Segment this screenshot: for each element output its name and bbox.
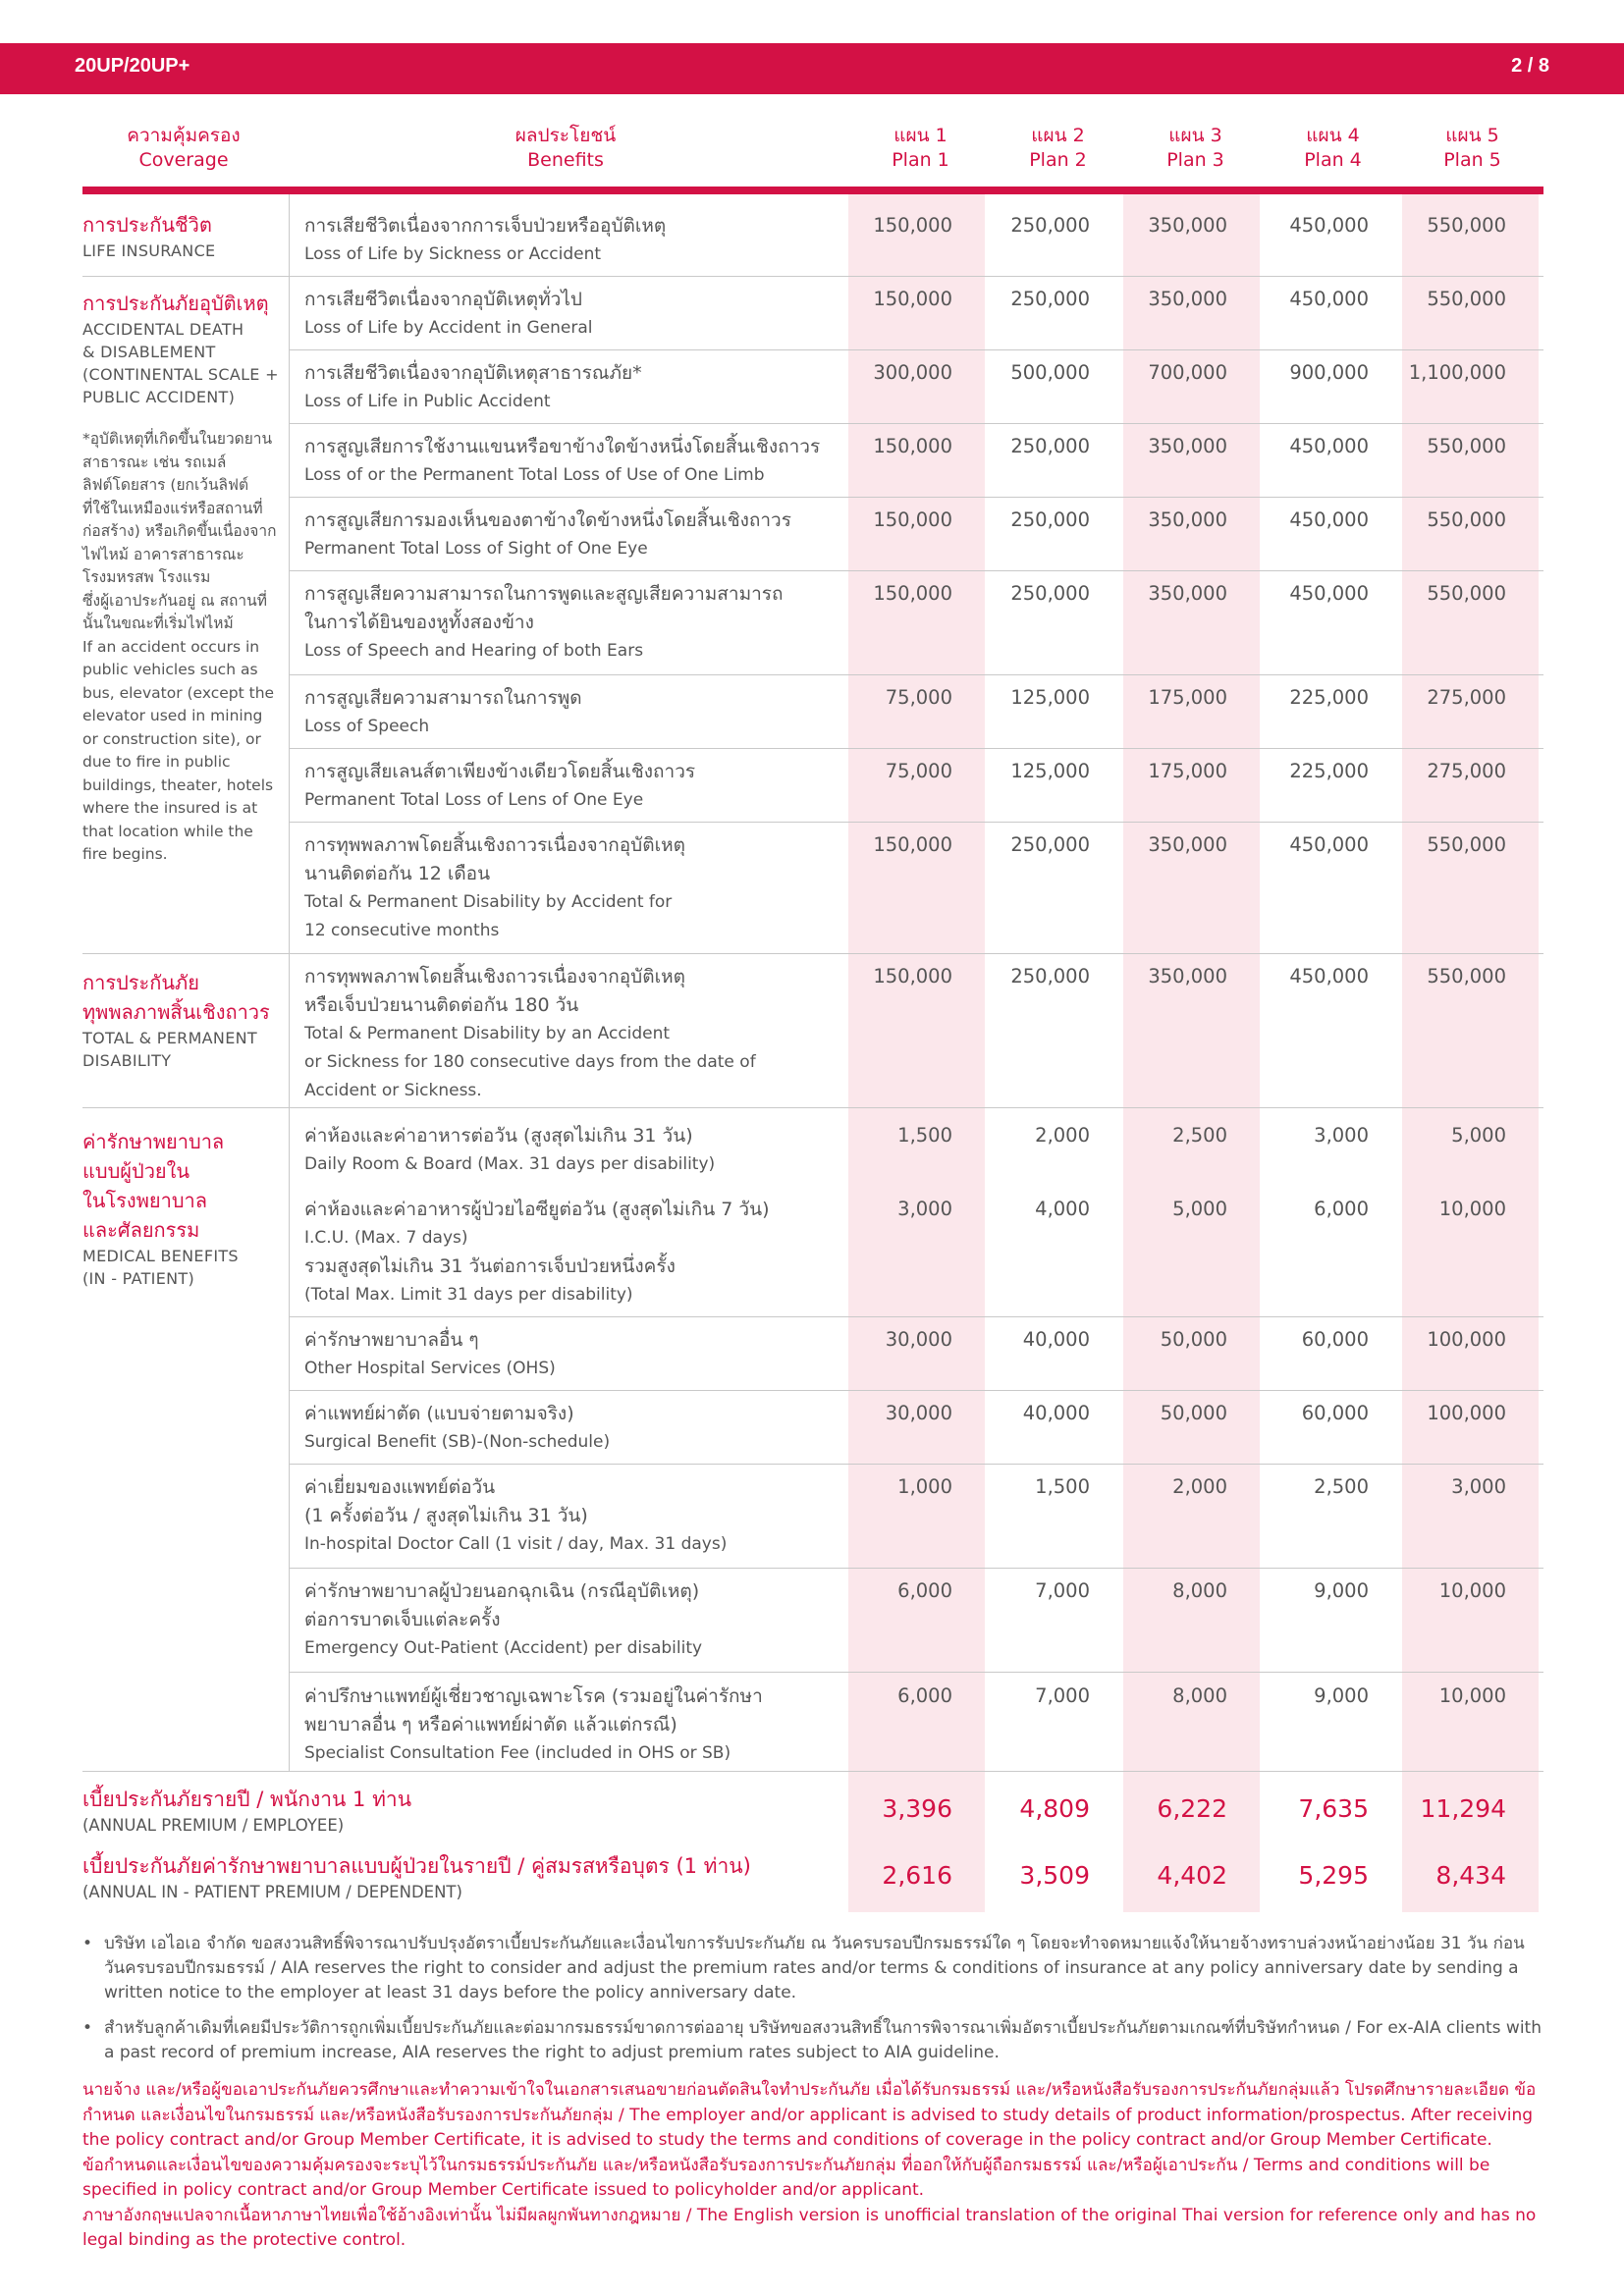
note-line: *อุบัติเหตุที่เกิดขึ้นในยวดยาน xyxy=(82,430,273,448)
benefit-description xyxy=(304,1400,844,1457)
plan-header-en: Plan 3 xyxy=(1166,149,1224,171)
benefit-value-plan-4: 3,000 xyxy=(1314,1124,1369,1147)
section-title-en: MEDICAL BENEFITS xyxy=(82,1247,239,1265)
footnote-ex-aia-clients xyxy=(82,2016,1543,2065)
benefit-line: การสูญเสียความสามารถในการพูดและสูญเสียความสามารถ xyxy=(304,583,784,605)
column-divider xyxy=(289,194,290,1771)
benefit-value-plan-4: 225,000 xyxy=(1289,760,1369,782)
benefit-value-plan-5: 550,000 xyxy=(1427,288,1506,310)
benefit-line: การสูญเสียการใช้งานแขนหรือขาข้างใดข้างหนึ่งโดยสิ้นเชิงถาวร xyxy=(304,436,821,457)
benefit-value-plan-5: 550,000 xyxy=(1427,214,1506,237)
benefit-line: ค่าห้องและค่าอาหารต่อวัน (สูงสุดไม่เกิน 31 วัน) xyxy=(304,1125,693,1147)
benefit-value-plan-1: 3,000 xyxy=(897,1198,952,1220)
benefit-value-plan-2: 40,000 xyxy=(1022,1328,1090,1351)
benefit-line: Other Hospital Services (OHS) xyxy=(304,1359,556,1378)
row-divider xyxy=(289,674,1543,675)
benefit-value-plan-4: 450,000 xyxy=(1289,833,1369,856)
section-divider xyxy=(82,1107,1543,1108)
benefit-description xyxy=(304,758,844,815)
benefit-value-plan-5: 5,000 xyxy=(1451,1124,1506,1147)
benefit-line: การเสียชีวิตเนื่องจากการเจ็บป่วยหรืออุบัติเหตุ xyxy=(304,215,667,237)
benefit-value-plan-4: 450,000 xyxy=(1289,508,1369,531)
benefit-description xyxy=(304,1473,844,1559)
benefit-line: ค่าเยี่ยมของแพทย์ต่อวัน xyxy=(304,1476,496,1498)
section-title-en: & DISABLEMENT xyxy=(82,343,216,361)
benefit-value-plan-2: 250,000 xyxy=(1010,965,1090,988)
benefit-value-plan-1: 150,000 xyxy=(873,508,952,531)
benefit-value-plan-2: 1,500 xyxy=(1035,1475,1090,1498)
premium-value-plan-1: 3,396 xyxy=(882,1794,952,1823)
note-line: สาธารณะ เช่น รถเมล์ xyxy=(82,453,227,471)
benefit-line: การสูญเสียเลนส์ตาเพียงข้างเดียวโดยสิ้นเชิงถาวร xyxy=(304,761,696,782)
benefit-value-plan-1: 150,000 xyxy=(873,288,952,310)
benefit-value-plan-3: 50,000 xyxy=(1160,1328,1227,1351)
benefit-line: รวมสูงสุดไม่เกิน 31 วันต่อการเจ็บป่วยหนึ่งครั้ง xyxy=(304,1255,676,1277)
plan-header-en: Plan 4 xyxy=(1304,149,1362,171)
benefit-value-plan-2: 250,000 xyxy=(1010,288,1090,310)
benefit-value-plan-3: 5,000 xyxy=(1172,1198,1227,1220)
plan-header-th: แผน 2 xyxy=(1031,125,1085,146)
benefit-value-plan-3: 175,000 xyxy=(1148,686,1227,709)
row-divider xyxy=(289,822,1543,823)
benefit-value-plan-2: 7,000 xyxy=(1035,1684,1090,1707)
benefit-line: ในการได้ยินของหูทั้งสองข้าง xyxy=(304,612,534,633)
benefit-value-plan-5: 10,000 xyxy=(1438,1579,1506,1602)
note-line: นั้นในขณะที่เริ่มไฟไหม้ xyxy=(82,614,234,632)
section-title-th: การประกันภัยอุบัติเหตุ xyxy=(82,292,269,315)
section-title-en: TOTAL & PERMANENT xyxy=(82,1029,257,1047)
benefit-value-plan-3: 2,000 xyxy=(1172,1475,1227,1498)
benefit-line: Total & Permanent Disability by an Accident xyxy=(304,1024,671,1043)
benefit-value-plan-3: 350,000 xyxy=(1148,965,1227,988)
benefit-line: การเสียชีวิตเนื่องจากอุบัติเหตุสาธารณภัย* xyxy=(304,362,642,384)
premium-value-plan-1: 2,616 xyxy=(882,1861,952,1890)
row-divider xyxy=(289,1390,1543,1391)
benefit-value-plan-1: 150,000 xyxy=(873,965,952,988)
benefit-line: Permanent Total Loss of Sight of One Eye xyxy=(304,539,648,559)
benefit-description xyxy=(304,831,844,945)
benefit-line: Loss of Speech xyxy=(304,717,430,736)
benefit-value-plan-4: 2,500 xyxy=(1314,1475,1369,1498)
note-line: ไฟไหม้ อาคารสาธารณะ xyxy=(82,545,244,563)
premium-value-plan-4: 5,295 xyxy=(1298,1861,1369,1890)
benefit-value-plan-5: 550,000 xyxy=(1427,435,1506,457)
section-title-th: และศัลยกรรม xyxy=(82,1218,200,1242)
premium-dependent-label xyxy=(82,1851,770,1903)
plan-header-3 xyxy=(1129,124,1262,183)
note-line: ที่ใช้ในเหมืองแร่หรือสถานที่ xyxy=(82,499,263,517)
benefit-value-plan-4: 225,000 xyxy=(1289,686,1369,709)
benefit-line: การเสียชีวิตเนื่องจากอุบัติเหตุทั่วไป xyxy=(304,289,582,310)
benefit-line: การสูญเสียการมองเห็นของตาข้างใดข้างหนึ่งโดยสิ้นเชิงถาวร xyxy=(304,509,791,531)
benefit-line: (Total Max. Limit 31 days per disability) xyxy=(304,1285,633,1305)
benefit-value-plan-5: 275,000 xyxy=(1427,686,1506,709)
benefit-line: Accident or Sickness. xyxy=(304,1081,482,1100)
row-divider xyxy=(289,1316,1543,1317)
section-title-en: (CONTINENTAL SCALE + xyxy=(82,365,279,384)
benefit-description xyxy=(304,1577,844,1663)
benefit-value-plan-5: 550,000 xyxy=(1427,508,1506,531)
benefit-value-plan-5: 275,000 xyxy=(1427,760,1506,782)
coverage-header xyxy=(82,124,285,183)
benefit-line: การสูญเสียความสามารถในการพูด xyxy=(304,687,582,709)
benefit-line: นานติดต่อกัน 12 เดือน xyxy=(304,863,491,884)
plan-header-1 xyxy=(854,124,987,183)
benefit-value-plan-3: 350,000 xyxy=(1148,288,1227,310)
benefit-line: ค่ารักษาพยาบาลผู้ป่วยนอกฉุกเฉิน (กรณีอุบัติเหตุ) xyxy=(304,1580,700,1602)
premium-employee-label xyxy=(82,1785,770,1837)
benefit-value-plan-2: 125,000 xyxy=(1010,686,1090,709)
benefit-value-plan-3: 350,000 xyxy=(1148,833,1227,856)
benefit-value-plan-5: 550,000 xyxy=(1427,582,1506,605)
benefit-value-plan-5: 10,000 xyxy=(1438,1684,1506,1707)
benefit-value-plan-2: 250,000 xyxy=(1010,214,1090,237)
section-title-en: LIFE INSURANCE xyxy=(82,241,216,260)
plan-header-th: แผน 4 xyxy=(1306,125,1360,146)
plan-header-th: แผน 5 xyxy=(1445,125,1499,146)
benefit-value-plan-4: 900,000 xyxy=(1289,361,1369,384)
note-line: due to fire in public xyxy=(82,753,231,771)
benefit-description xyxy=(304,212,844,269)
benefit-value-plan-1: 75,000 xyxy=(885,686,952,709)
bullet: • xyxy=(82,2018,93,2038)
benefit-line: หรือเจ็บป่วยนานติดต่อกัน 180 วัน xyxy=(304,994,579,1016)
benefit-value-plan-4: 450,000 xyxy=(1289,965,1369,988)
benefit-value-plan-5: 550,000 xyxy=(1427,833,1506,856)
section-life-insurance xyxy=(82,210,285,262)
benefit-description xyxy=(304,507,844,563)
benefit-value-plan-2: 4,000 xyxy=(1035,1198,1090,1220)
note-line: public vehicles such as xyxy=(82,661,258,678)
plan-header-2 xyxy=(992,124,1124,183)
benefit-value-plan-3: 175,000 xyxy=(1148,760,1227,782)
benefit-description xyxy=(304,359,844,416)
benefit-value-plan-3: 350,000 xyxy=(1148,582,1227,605)
benefit-value-plan-3: 2,500 xyxy=(1172,1124,1227,1147)
benefit-value-plan-4: 450,000 xyxy=(1289,435,1369,457)
benefit-description xyxy=(304,684,844,741)
premium-value-plan-2: 3,509 xyxy=(1019,1861,1090,1890)
benefit-value-plan-3: 350,000 xyxy=(1148,435,1227,457)
disclaimer-paragraph: ภาษาอังกฤษแปลจากเนื้อหาภาษาไทยเพื่อใช้อ้างอิงเท่านั้น ไม่มีผลผูกพันทางกฎหมาย / The English version is unofficial translation of the original Thai version for reference only and has no legal binding as the protective control. xyxy=(82,2205,1537,2250)
disclaimer xyxy=(82,2078,1543,2254)
note-line: ซึ่งผู้เอาประกันอยู่ ณ สถานที่ xyxy=(82,591,267,610)
benefit-line: Specialist Consultation Fee (included in OHS or SB) xyxy=(304,1743,731,1763)
note-line: that location while the xyxy=(82,822,253,840)
row-divider xyxy=(289,423,1543,424)
benefits-header-en: Benefits xyxy=(527,149,604,171)
benefit-line: พยาบาลอื่น ๆ หรือค่าแพทย์ผ่าตัด แล้วแต่กรณี) xyxy=(304,1714,677,1735)
section-title-th: ในโรงพยาบาล xyxy=(82,1189,208,1212)
row-divider xyxy=(289,349,1543,350)
bullet: • xyxy=(82,1934,93,1953)
section-title-th: ทุพพลภาพสิ้นเชิงถาวร xyxy=(82,1000,270,1024)
section-accident xyxy=(82,289,285,408)
plan-header-th: แผน 1 xyxy=(893,125,947,146)
benefit-value-plan-1: 30,000 xyxy=(885,1328,952,1351)
section-title-en: ACCIDENTAL DEATH xyxy=(82,320,244,339)
page-number: 2 / 8 xyxy=(1511,55,1549,77)
section-title-th: การประกันภัย xyxy=(82,971,199,994)
top-bar xyxy=(0,43,1624,94)
benefit-value-plan-2: 500,000 xyxy=(1010,361,1090,384)
benefit-line: Loss of Speech and Hearing of both Ears xyxy=(304,641,644,661)
benefit-value-plan-4: 450,000 xyxy=(1289,214,1369,237)
benefit-value-plan-1: 150,000 xyxy=(873,582,952,605)
benefit-line: ต่อการบาดเจ็บแต่ละครั้ง xyxy=(304,1609,501,1630)
section-title-th: ค่ารักษาพยาบาล xyxy=(82,1130,225,1153)
row-divider xyxy=(289,1672,1543,1673)
premium-value-plan-3: 4,402 xyxy=(1157,1861,1227,1890)
note-line: or construction site), or xyxy=(82,729,261,748)
premium-label-th: เบี้ยประกันภัยค่ารักษาพยาบาลแบบผู้ป่วยในรายปี / คู่สมรสหรือบุตร (1 ท่าน) xyxy=(82,1854,751,1878)
benefit-value-plan-4: 9,000 xyxy=(1314,1579,1369,1602)
benefit-value-plan-1: 150,000 xyxy=(873,214,952,237)
benefit-value-plan-1: 150,000 xyxy=(873,435,952,457)
row-divider xyxy=(289,1464,1543,1465)
benefit-line: Surgical Benefit (SB)-(Non-schedule) xyxy=(304,1432,611,1452)
benefit-value-plan-1: 300,000 xyxy=(873,361,952,384)
benefit-value-plan-5: 1,100,000 xyxy=(1408,361,1506,384)
plan-header-4 xyxy=(1267,124,1399,183)
benefit-value-plan-1: 6,000 xyxy=(897,1684,952,1707)
benefit-value-plan-1: 30,000 xyxy=(885,1402,952,1424)
benefit-line: Loss of Life by Sickness or Accident xyxy=(304,244,602,264)
benefit-line: ค่ารักษาพยาบาลอื่น ๆ xyxy=(304,1329,479,1351)
benefit-line: การทุพพลภาพโดยสิ้นเชิงถาวรเนื่องจากอุบัติเหตุ xyxy=(304,834,685,856)
footnote-text: สำหรับลูกค้าเดิมที่เคยมีประวัติการถูกเพิ่มเบี้ยประกันภัยและต่อมากรมธรรม์ขาดการต่ออายุ บริษัทขอสงวนสิทธิ์ในการพิจารณาเพิ่มอัตราเบี้ยประกันภัยตามเกณฑ์ที่บริษัทกำหนด / For ex-AIA clients with a past record of premium increase, AIA reserves the right to adjust premium rates subject to AIA guideline. xyxy=(104,2018,1543,2062)
premium-label-en: (ANNUAL PREMIUM / EMPLOYEE) xyxy=(82,1816,345,1835)
benefit-value-plan-4: 9,000 xyxy=(1314,1684,1369,1707)
benefit-line: In-hospital Doctor Call (1 visit / day, Max. 31 days) xyxy=(304,1534,728,1554)
benefit-value-plan-2: 250,000 xyxy=(1010,508,1090,531)
benefit-value-plan-1: 150,000 xyxy=(873,833,952,856)
benefit-value-plan-2: 250,000 xyxy=(1010,435,1090,457)
footnote-text: บริษัท เอไอเอ จำกัด ขอสงวนสิทธิ์พิจารณาปรับปรุงอัตราเบี้ยประกันภัยและเงื่อนไขการรับประกันภัย ณ วันครบรอบปีกรมธรรม์ใด ๆ โดยจะทำจดหมายแจ้งให้นายจ้างทราบล่วงหน้าอย่างน้อย 31 วัน ก่อนวันครบรอบปีกรมธรรม์ / AIA reserves the right to consider and adjust the premium rates and/or terms & conditions of insurance at any policy anniversary date by sending a written notice to the employer at least 31 days before the policy anniversary date. xyxy=(104,1934,1525,2002)
premium-label-th: เบี้ยประกันภัยรายปี / พนักงาน 1 ท่าน xyxy=(82,1788,412,1811)
benefit-description xyxy=(304,286,844,343)
benefit-line: การทุพพลภาพโดยสิ้นเชิงถาวรเนื่องจากอุบัติเหตุ xyxy=(304,966,685,988)
section-divider xyxy=(82,276,1543,277)
coverage-header-en: Coverage xyxy=(138,149,229,171)
premium-label-en: (ANNUAL IN - PATIENT PREMIUM / DEPENDENT) xyxy=(82,1883,462,1901)
benefits-header-th: ผลประโยชน์ xyxy=(514,125,617,146)
header-rule xyxy=(82,187,1543,194)
section-total-permanent-disability xyxy=(82,968,285,1072)
benefit-value-plan-3: 8,000 xyxy=(1172,1579,1227,1602)
benefit-line: 12 consecutive months xyxy=(304,921,500,940)
product-code: 20UP/20UP+ xyxy=(75,55,190,77)
note-line: bus, elevator (except the xyxy=(82,683,275,702)
plan-header-en: Plan 5 xyxy=(1443,149,1501,171)
benefit-value-plan-1: 6,000 xyxy=(897,1579,952,1602)
note-line: ลิฟต์โดยสาร (ยกเว้นลิฟต์ xyxy=(82,476,249,494)
row-divider xyxy=(289,1568,1543,1569)
footnote-premium-adjustment xyxy=(82,1932,1543,2005)
benefit-line: Daily Room & Board (Max. 31 days per disability) xyxy=(304,1154,716,1174)
benefit-value-plan-5: 100,000 xyxy=(1427,1402,1506,1424)
benefit-value-plan-1: 1,000 xyxy=(897,1475,952,1498)
benefit-line: ค่าแพทย์ผ่าตัด (แบบจ่ายตามจริง) xyxy=(304,1403,574,1424)
plan-header-en: Plan 2 xyxy=(1029,149,1087,171)
benefit-value-plan-3: 700,000 xyxy=(1148,361,1227,384)
benefit-value-plan-4: 60,000 xyxy=(1301,1328,1369,1351)
benefit-line: I.C.U. (Max. 7 days) xyxy=(304,1228,468,1248)
disclaimer-paragraph: ข้อกำหนดและเงื่อนไขของความคุ้มครองจะระบุไว้ในกรมธรรม์ประกันภัย และ/หรือหนังสือรับรองการประกันภัยกลุ่ม ที่ออกให้กับผู้ถือกรมธรรม์ และ/หรือผู้เอาประกัน / Terms and conditions will be specified in policy contract and/or Group Member Certificate issued to policyholder and/or applicant. xyxy=(82,2155,1490,2200)
section-medical-benefits xyxy=(82,1127,285,1290)
note-line: where the insured is at xyxy=(82,799,258,817)
premium-value-plan-4: 7,635 xyxy=(1298,1794,1369,1823)
benefit-value-plan-3: 50,000 xyxy=(1160,1402,1227,1424)
benefit-line: Permanent Total Loss of Lens of One Eye xyxy=(304,790,644,810)
disclaimer-paragraph: นายจ้าง และ/หรือผู้ขอเอาประกันภัยควรศึกษาและทำความเข้าใจในเอกสารเสนอขายก่อนตัดสินใจทำประกันภัย เมื่อได้รับกรมธรรม์ และ/หรือหนังสือรับรองการประกันภัยกลุ่มแล้ว โปรดศึกษารายละเอียด ข้อกำหนด และเงื่อนไขในกรมธรรม์ และ/หรือหนังสือรับรองการประกันภัยกลุ่ม / The employer and/or applicant is advised to study details of product information/prospectus. After receiving the policy contract and/or Group Member Certificate, it is advised to study the terms and conditions of coverage in the policy contract and/or Group Member Certificate. xyxy=(82,2080,1537,2150)
row-divider xyxy=(289,570,1543,571)
public-accident-note xyxy=(82,428,285,867)
benefit-value-plan-2: 7,000 xyxy=(1035,1579,1090,1602)
note-line: ก่อสร้าง) หรือเกิดขึ้นเนื่องจาก xyxy=(82,522,277,540)
benefit-value-plan-3: 350,000 xyxy=(1148,214,1227,237)
benefit-value-plan-1: 75,000 xyxy=(885,760,952,782)
benefit-value-plan-5: 3,000 xyxy=(1451,1475,1506,1498)
benefit-value-plan-5: 100,000 xyxy=(1427,1328,1506,1351)
benefit-description xyxy=(304,433,844,490)
benefit-line: or Sickness for 180 consecutive days from the date of xyxy=(304,1052,756,1072)
benefit-description xyxy=(304,580,844,666)
benefit-line: Loss of Life by Accident in General xyxy=(304,318,593,338)
premium-value-plan-5: 8,434 xyxy=(1435,1861,1506,1890)
benefit-description xyxy=(304,1326,844,1383)
benefit-value-plan-4: 450,000 xyxy=(1289,288,1369,310)
note-line: fire begins. xyxy=(82,845,168,863)
note-line: If an accident occurs in xyxy=(82,637,260,656)
benefit-value-plan-4: 60,000 xyxy=(1301,1402,1369,1424)
row-divider xyxy=(289,497,1543,498)
benefit-value-plan-2: 250,000 xyxy=(1010,833,1090,856)
benefit-line: Loss of Life in Public Accident xyxy=(304,392,551,411)
premium-value-plan-3: 6,222 xyxy=(1157,1794,1227,1823)
benefit-value-plan-2: 250,000 xyxy=(1010,582,1090,605)
benefit-line: Emergency Out-Patient (Accident) per disability xyxy=(304,1638,703,1658)
coverage-header-th: ความคุ้มครอง xyxy=(127,125,241,146)
benefit-value-plan-5: 550,000 xyxy=(1427,965,1506,988)
benefit-description xyxy=(304,963,844,1105)
benefit-value-plan-3: 350,000 xyxy=(1148,508,1227,531)
plan-header-th: แผน 3 xyxy=(1168,125,1222,146)
note-line: elevator used in mining xyxy=(82,707,263,724)
benefit-value-plan-1: 1,500 xyxy=(897,1124,952,1147)
plan-header-en: Plan 1 xyxy=(892,149,949,171)
benefits-header xyxy=(289,124,842,183)
note-line: buildings, theater, hotels xyxy=(82,775,274,794)
plan-header-5 xyxy=(1406,124,1539,183)
benefit-line: ค่าปรึกษาแพทย์ผู้เชี่ยวชาญเฉพาะโรค (รวมอยู่ในค่ารักษา xyxy=(304,1685,763,1707)
benefit-description xyxy=(304,1122,844,1179)
benefit-line: ค่าห้องและค่าอาหารผู้ป่วยไอซียูต่อวัน (สูงสุดไม่เกิน 7 วัน) xyxy=(304,1199,770,1220)
benefit-value-plan-5: 10,000 xyxy=(1438,1198,1506,1220)
section-title-th: แบบผู้ป่วยใน xyxy=(82,1159,190,1183)
section-divider xyxy=(82,953,1543,954)
section-title-th: การประกันชีวิต xyxy=(82,213,212,237)
section-title-en: PUBLIC ACCIDENT) xyxy=(82,388,236,406)
section-divider xyxy=(82,1771,1543,1772)
section-title-en: (IN - PATIENT) xyxy=(82,1269,194,1288)
benefit-line: (1 ครั้งต่อวัน / สูงสุดไม่เกิน 31 วัน) xyxy=(304,1505,588,1526)
benefit-value-plan-2: 40,000 xyxy=(1022,1402,1090,1424)
benefit-description xyxy=(304,1682,844,1768)
benefit-line: Total & Permanent Disability by Accident for xyxy=(304,892,673,912)
benefit-description xyxy=(304,1196,844,1309)
section-title-en: DISABILITY xyxy=(82,1051,172,1070)
benefit-line: Loss of or the Permanent Total Loss of Use of One Limb xyxy=(304,465,765,485)
benefit-value-plan-2: 125,000 xyxy=(1010,760,1090,782)
premium-value-plan-5: 11,294 xyxy=(1420,1794,1506,1823)
premium-value-plan-2: 4,809 xyxy=(1019,1794,1090,1823)
benefit-value-plan-2: 2,000 xyxy=(1035,1124,1090,1147)
row-divider xyxy=(289,748,1543,749)
benefit-value-plan-4: 450,000 xyxy=(1289,582,1369,605)
benefit-value-plan-4: 6,000 xyxy=(1314,1198,1369,1220)
note-line: โรงมหรสพ โรงแรม xyxy=(82,568,211,586)
benefit-value-plan-3: 8,000 xyxy=(1172,1684,1227,1707)
